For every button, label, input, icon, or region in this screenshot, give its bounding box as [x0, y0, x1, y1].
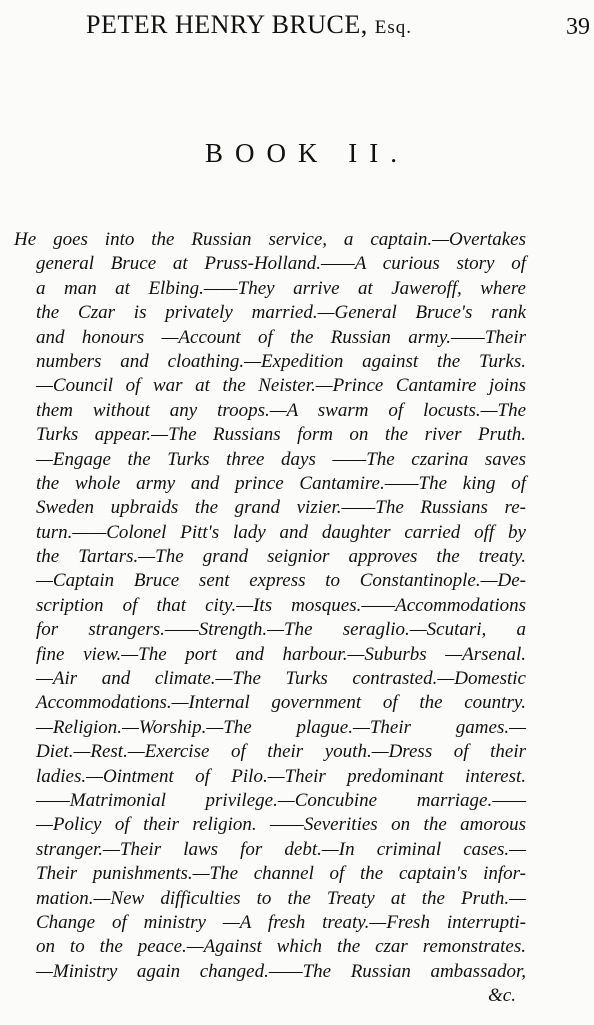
summary-line: and honours —Account of the Russian army.——Their [36, 326, 526, 348]
summary-line: —Religion.—Worship.—The plague.—Their games.— [36, 716, 526, 738]
summary-line: Their punishments.—The channel of the captain's infor- [36, 863, 526, 885]
summary-line: numbers and cloathing.—Expedition against the Turks. [36, 350, 526, 372]
summary-line: stranger.—Their laws for debt.—In criminal cases.— [36, 838, 526, 860]
summary-line: —Ministry again changed.——The Russian ambassador, [36, 960, 526, 982]
book-title: BOOK II. [205, 138, 409, 168]
summary-line: on to the peace.—Against which the czar remonstrates. [36, 936, 526, 958]
summary-line: Turks appear.—The Russians form on the river Pruth. [36, 424, 526, 446]
summary-line: general Bruce at Pruss-Holland.——A curious story of [36, 253, 526, 275]
summary-line: mation.—New difficulties to the Treaty at the Pruth.— [36, 887, 526, 909]
summary-line: Change of ministry —A fresh treaty.—Fresh interrupti- [36, 911, 526, 933]
summary-line: scription of that city.—Its mosques.——Accommodations [36, 594, 526, 616]
summary-line: &c. [488, 985, 516, 1007]
summary-line: —Engage the Turks three days ——The czarina saves [36, 448, 526, 470]
summary-line: turn.——Colonel Pitt's lady and daughter carried off by [36, 521, 526, 543]
summary-line: ——Matrimonial privilege.—Concubine marriage.—— [36, 789, 526, 811]
summary-line: He goes into the Russian service, a captain.—Overtakes [14, 229, 526, 250]
summary-line: Diet.—Rest.—Exercise of their youth.—Dress of their [36, 741, 526, 763]
summary-line: —Council of war at the Neister.—Prince Cantamire joins [36, 375, 526, 397]
summary-line: the whole army and prince Cantamire.——The king of [36, 472, 526, 494]
summary-line: —Air and climate.—The Turks contrasted.—Domestic [36, 668, 526, 690]
summary-line: —Captain Bruce sent express to Constantinople.—De- [36, 570, 526, 592]
summary-line: Accommodations.—Internal government of the country. [36, 692, 526, 714]
summary-line: —Policy of their religion. ——Severities on the amorous [36, 814, 526, 836]
summary-line: a man at Elbing.——They arrive at Jaweroff, where [36, 277, 526, 299]
chapter-summary [14, 228, 526, 1009]
page-number: 39 [566, 14, 590, 40]
summary-line: fine view.—The port and harbour.—Suburbs —Arsenal. [36, 643, 526, 665]
summary-line: the Czar is privately married.—General Bruce's rank [36, 302, 526, 324]
summary-line: Sweden upbraids the grand vizier.——The Russians re- [36, 497, 526, 519]
running-title: PETER HENRY BRUCE, [86, 10, 368, 39]
summary-line: the Tartars.—The grand seignior approves the treaty. [36, 546, 526, 568]
summary-line: ladies.—Ointment of Pilo.—Their predominant interest. [36, 765, 526, 787]
running-head [86, 10, 412, 40]
running-title-suffix: Esq. [374, 17, 413, 38]
summary-line: for strangers.——Strength.—The seraglio.—Scutari, a [36, 619, 526, 641]
summary-line: them without any troops.—A swarm of locusts.—The [36, 399, 526, 421]
